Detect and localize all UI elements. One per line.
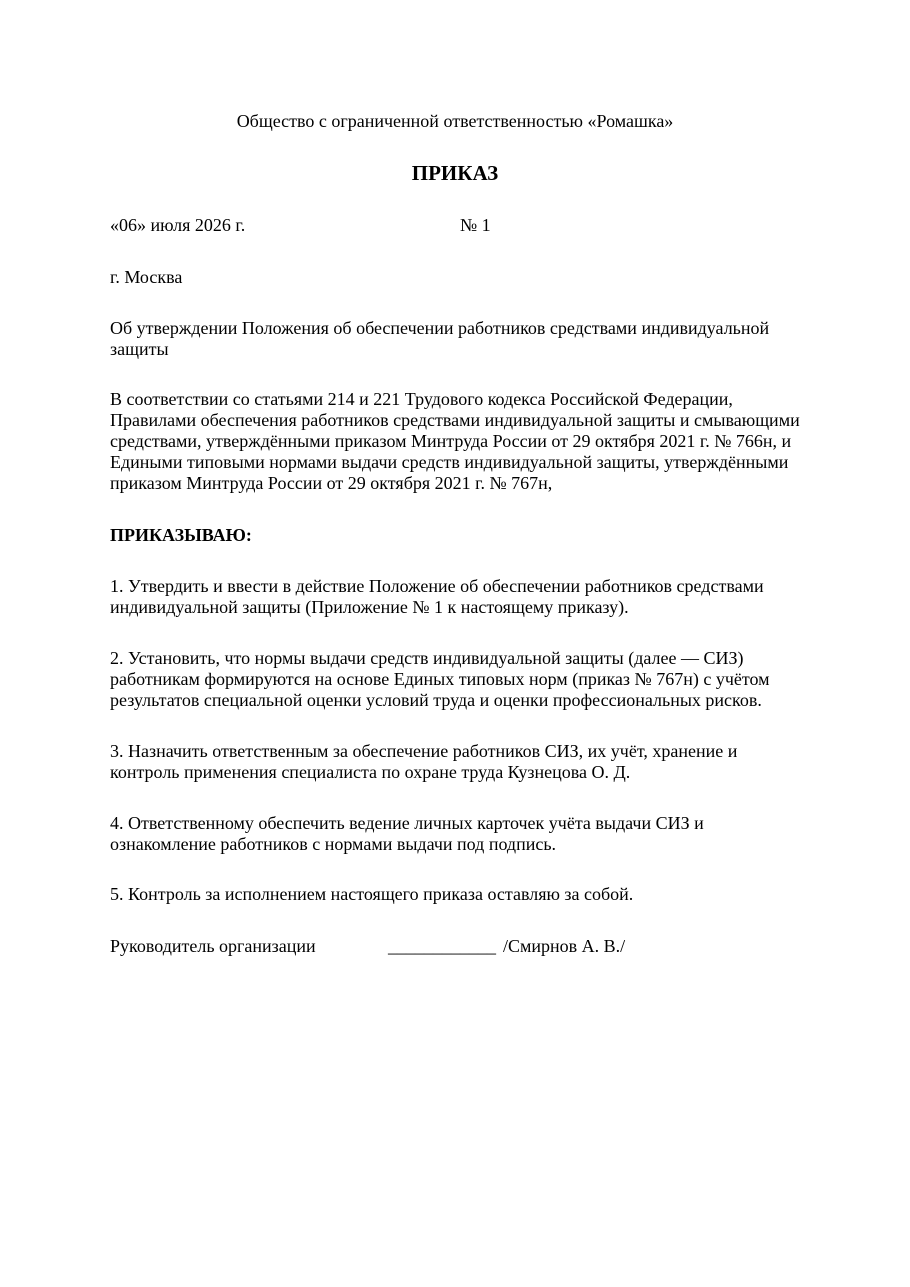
order-item: 1. Утвердить и ввести в действие Положение об обеспечении работников средствами индивидуальной защиты (Приложение № 1 к настоящему приказу).: [110, 576, 764, 617]
preamble: В соответствии со статьями 214 и 221 Трудового кодекса Российской Федерации, Правилами обеспечения работников средствами индивидуальной защиты и смывающими средствами, утверждёнными приказом Минтруда России от 29 октября 2021 г. № 766н, и Едиными типовыми нормами выдачи средств индивидуальной защиты, утверждёнными приказом Минтруда России от 29 октября 2021 г. № 767н,: [110, 389, 800, 493]
signatory-name: /Смирнов А. В./: [503, 936, 626, 956]
order-subject: Об утверждении Положения об обеспечении работников средствами индивидуальной защиты: [110, 318, 770, 359]
order-item: 3. Назначить ответственным за обеспечение работников СИЗ, их учёт, хранение и контроль применения специалиста по охране труда Кузнецова О. Д.: [110, 741, 738, 782]
document-title: ПРИКАЗ: [411, 161, 499, 185]
signatory-position: Руководитель организации: [110, 936, 316, 956]
order-heading: ПРИКАЗЫВАЮ:: [110, 525, 252, 545]
signature-line: ____________: [388, 936, 496, 956]
city: г. Москва: [110, 267, 183, 287]
order-item: 5. Контроль за исполнением настоящего приказа оставляю за собой.: [110, 884, 634, 904]
order-item: 4. Ответственному обеспечить ведение личных карточек учёта выдачи СИЗ и ознакомление работников с нормами выдачи под подпись.: [110, 813, 704, 854]
order-item: 2. Установить, что нормы выдачи средств индивидуальной защиты (далее — СИЗ) работникам формируются на основе Единых типовых норм (приказ № 767н) с учётом результатов специальной оценки условий труда и оценки профессиональных рисков.: [110, 648, 770, 710]
organization-name: Общество с ограниченной ответственностью «Ромашка»: [236, 111, 674, 131]
order-number: № 1: [460, 215, 491, 235]
signature-block: [110, 936, 800, 957]
date-number-row: [110, 215, 800, 236]
order-date: «06» июля 2026 г.: [110, 215, 246, 235]
